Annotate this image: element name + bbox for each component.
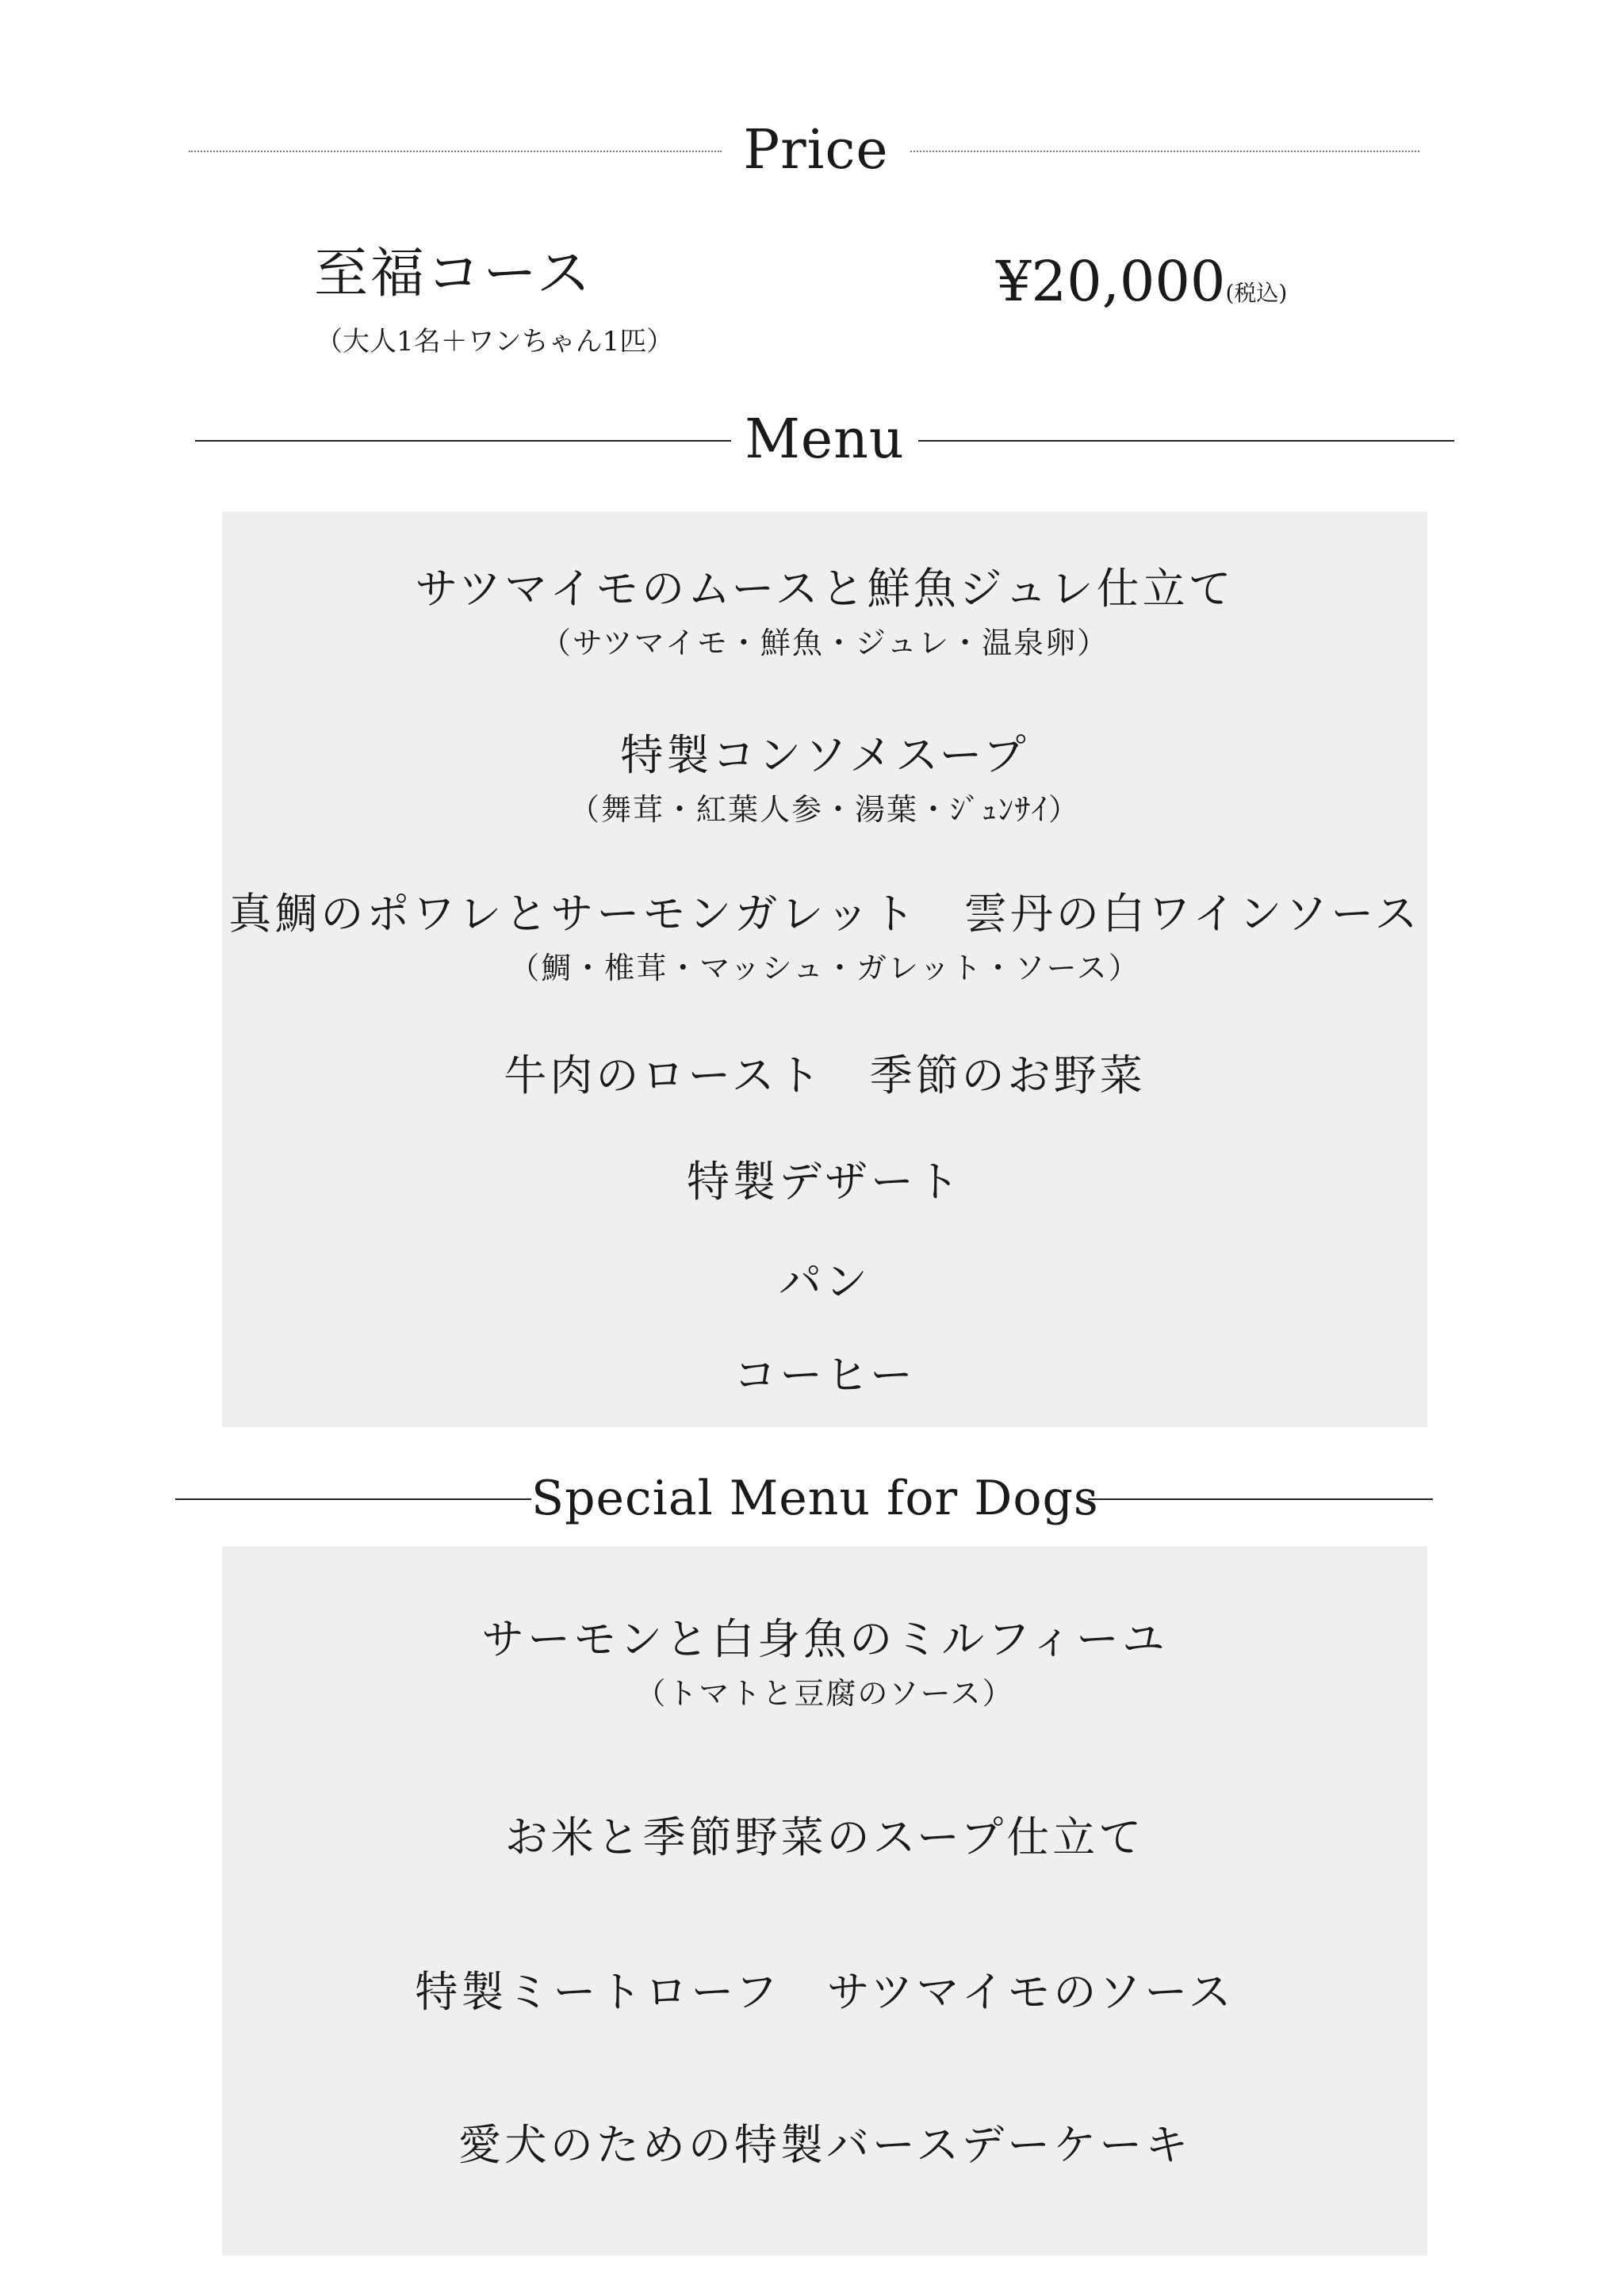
price-heading bbox=[0, 111, 1624, 190]
dogs-heading-rule-left bbox=[175, 1498, 531, 1500]
menu-item-name: 特製デザート bbox=[687, 1157, 963, 1207]
dogs-heading-rule-right bbox=[1088, 1498, 1433, 1500]
dog-menu-item-name: 愛犬のための特製バースデーケーキ bbox=[458, 2120, 1192, 2170]
price-amount: ¥20,000 bbox=[996, 249, 1226, 314]
dog-menu-item bbox=[222, 1808, 1427, 1868]
menu-item-detail: （サツマイモ・鮮魚・ジュレ・温泉卵） bbox=[540, 626, 1109, 660]
course-note: （大人1名＋ワンちゃん1匹） bbox=[316, 326, 674, 358]
price-heading-label: Price bbox=[743, 119, 889, 182]
menu-item bbox=[222, 1345, 1427, 1406]
price-heading-rule-left bbox=[189, 151, 722, 152]
dog-menu-item bbox=[222, 2115, 1427, 2175]
menu-item bbox=[222, 884, 1427, 992]
menu-item-name: 真鯛のポワレとサーモンガレット 雲丹の白ワインソース bbox=[228, 889, 1421, 939]
menu-panel bbox=[222, 511, 1427, 1427]
menu-item bbox=[222, 1046, 1427, 1106]
dogs-menu-heading bbox=[0, 1459, 1624, 1538]
price-heading-rule-right bbox=[910, 151, 1419, 152]
menu-item bbox=[222, 725, 1427, 833]
menu-heading bbox=[0, 400, 1624, 480]
dog-menu-item-detail: （トマトと豆腐のソース） bbox=[635, 1676, 1014, 1711]
menu-item bbox=[222, 1152, 1427, 1212]
tax-note: (税込) bbox=[1225, 280, 1288, 306]
dogs-heading-label: Special Menu for Dogs bbox=[531, 1471, 1099, 1526]
menu-item-name: 牛肉のロースト 季節のお野菜 bbox=[504, 1050, 1146, 1100]
dog-menu-item bbox=[222, 1962, 1427, 2022]
menu-item-detail: （舞茸・紅葉人参・湯葉・ｼﾞｭﾝｻｲ） bbox=[569, 792, 1080, 827]
menu-item-name: 特製コンソメスープ bbox=[620, 730, 1029, 780]
menu-item-detail: （鯛・椎茸・マッシュ・ガレット・ソース） bbox=[509, 951, 1140, 985]
menu-heading-rule-right bbox=[918, 440, 1454, 442]
dogs-menu-panel bbox=[222, 1546, 1427, 2256]
menu-item-name: サツマイモのムースと鮮魚ジュレ仕立て bbox=[415, 564, 1235, 614]
course-name: 至福コース bbox=[314, 243, 593, 305]
dog-menu-item-name: 特製ミートローフ サツマイモのソース bbox=[415, 1967, 1235, 2017]
menu-heading-rule-left bbox=[195, 440, 731, 442]
dog-menu-item-name: サーモンと白身魚のミルフィーユ bbox=[481, 1614, 1168, 1664]
menu-item bbox=[222, 559, 1427, 667]
dog-menu-item-name: お米と季節野菜のスープ仕立て bbox=[504, 1812, 1145, 1862]
menu-item-name: パン bbox=[779, 1257, 871, 1307]
menu-heading-label: Menu bbox=[745, 408, 905, 471]
dog-menu-item bbox=[222, 1609, 1427, 1717]
menu-item bbox=[222, 1252, 1427, 1312]
menu-item-name: コーヒー bbox=[733, 1350, 916, 1400]
course-price bbox=[996, 246, 1287, 317]
